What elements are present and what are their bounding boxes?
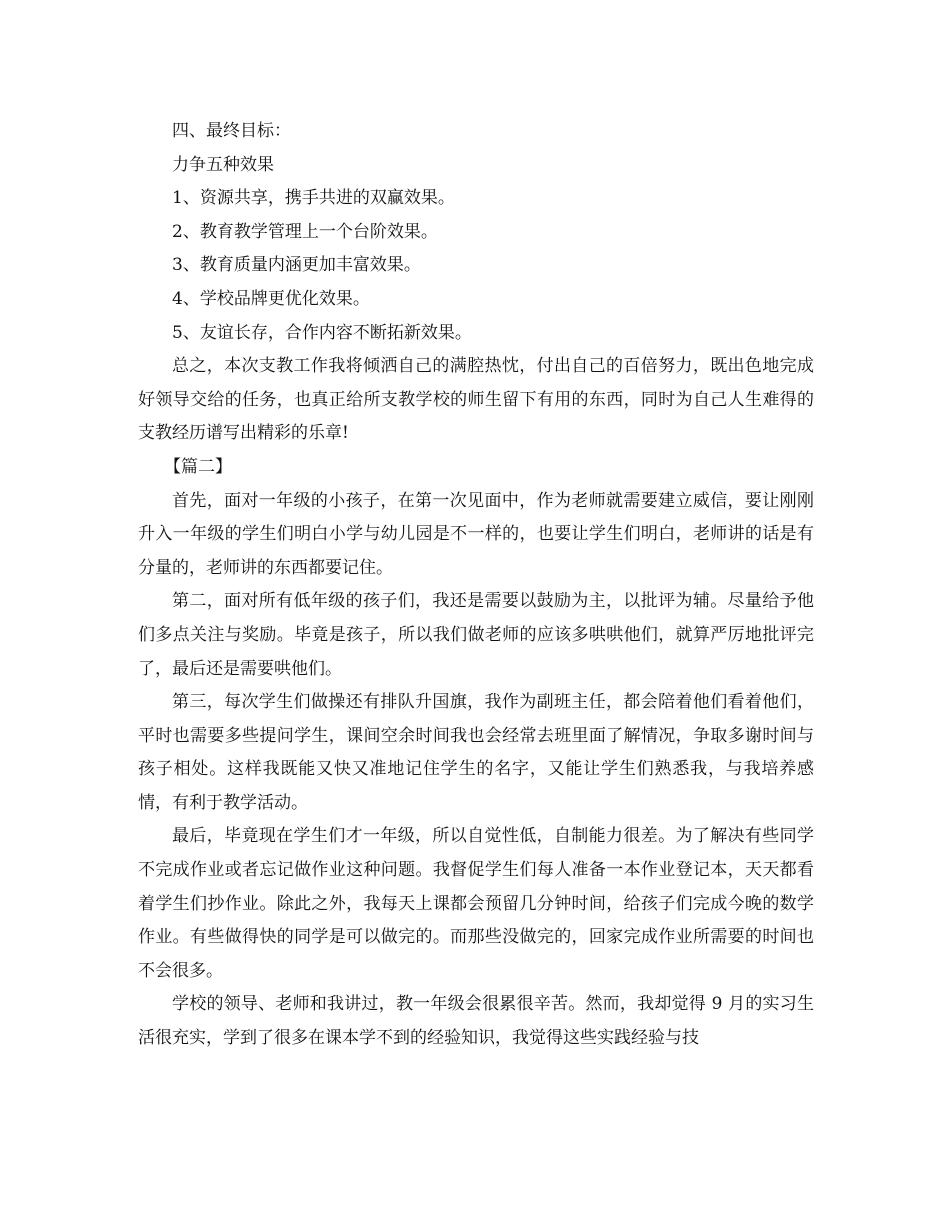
goal-item-5: 5、友谊长存，合作内容不断拓新效果。	[172, 322, 472, 343]
body-paragraph-closing: 学校的领导、老师和我讲过，教一年级会很累很辛苦。然而，我却觉得 9 月的实习生活很充实，学到了很多在课本学不到的经验知识，我觉得这些实践经验与技	[138, 994, 814, 1049]
body-paragraph-last: 最后，毕竟现在学生们才一年级，所以自觉性低，自制能力很差。为了解决有些同学不完成作业或者忘记做作业这种问题。我督促学生们每人准备一本作业登记本，天天都看着学生们抄作业。除此之外，我每天上课都会预留几分钟时间，给孩子们完成今晚的数学作业。有些做得快的同学是可以做完的。而那些没做完的，回家完成作业所需要的时间也不会很多。	[138, 826, 814, 981]
document-page	[138, 115, 814, 1056]
body-paragraph-second: 第二，面对所有低年级的孩子们，我还是需要以鼓励为主，以批评为辅。尽量给予他们多点关注与奖励。毕竟是孩子，所以我们做老师的应该多哄哄他们，就算严厉地批评完了，最后还是需要哄他们。	[138, 591, 814, 679]
body-paragraph-third: 第三，每次学生们做操还有排队升国旗，我作为副班主任，都会陪着他们看着他们，平时也需要多些提问学生，课间空余时间我也会经常去班里面了解情况，争取多谢时间与孩子相处。这样我既能又快又准地记住学生的名字，又能让学生们熟悉我，与我培养感情，有利于教学活动。	[138, 692, 814, 813]
goal-item-1: 1、资源共享，携手共进的双赢效果。	[172, 188, 455, 209]
section-mark-part-two: 【篇二】	[164, 456, 232, 477]
summary-paragraph: 总之，本次支教工作我将倾洒自己的满腔热忱，付出自己的百倍努力，既出色地完成好领导交给的任务，也真正给所支教学校的师生留下有用的东西，同时为自己人生难得的支教经历谱写出精彩的乐章!	[138, 356, 814, 444]
body-paragraph-first: 首先，面对一年级的小孩子，在第一次见面中，作为老师就需要建立威信，要让刚刚升入一年级的学生们明白小学与幼儿园是不一样的，也要让学生们明白，老师讲的话是有分量的，老师讲的东西都要记住。	[138, 490, 814, 578]
section-subheading: 力争五种效果	[172, 154, 274, 175]
section-heading: 四、最终目标：	[172, 121, 291, 141]
goal-item-2: 2、教育教学管理上一个台阶效果。	[172, 221, 438, 242]
goal-item-4: 4、学校品牌更优化效果。	[172, 288, 370, 309]
goal-item-3: 3、教育质量内涵更加丰富效果。	[172, 255, 421, 276]
